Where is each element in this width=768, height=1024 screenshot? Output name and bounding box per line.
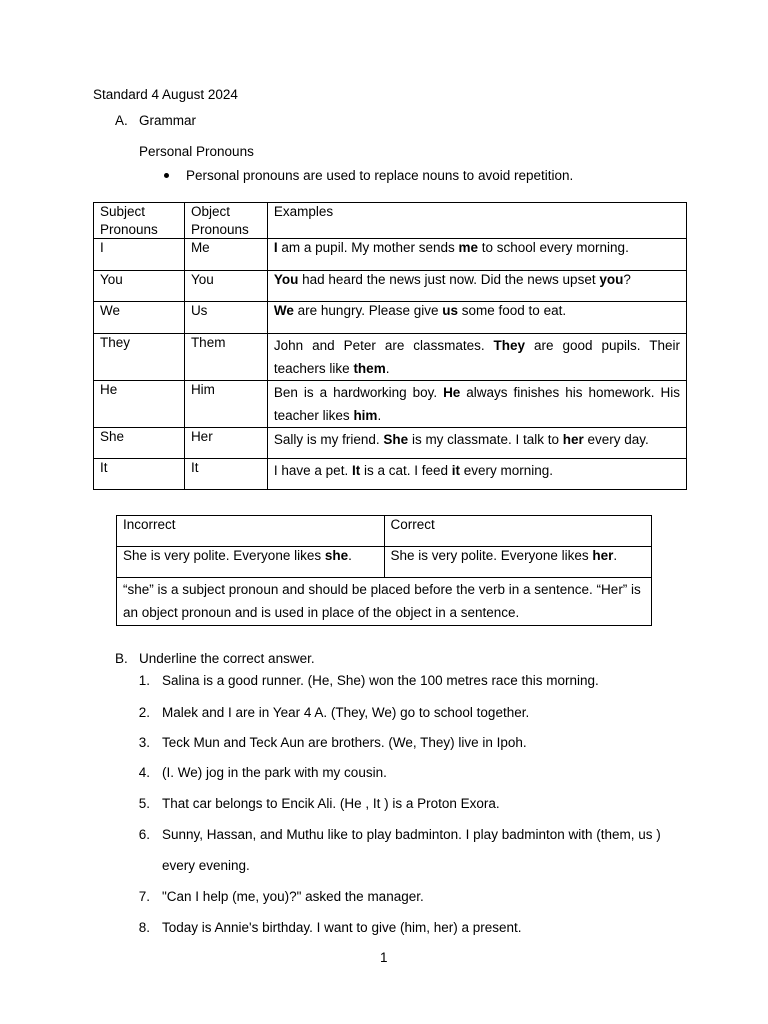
subject-pronoun-cell: She bbox=[94, 428, 185, 459]
object-pronoun-cell: Her bbox=[184, 428, 267, 459]
question-text: Malek and I are in Year 4 A. (They, We) go to school together. bbox=[162, 705, 530, 720]
pronoun-table-row bbox=[94, 381, 687, 428]
subject-pronoun-cell: They bbox=[94, 334, 185, 381]
pronoun-explanation: “she” is a subject pronoun and should be placed before the verb in a sentence. “Her” is an object pronoun and is used in place of the object in a sentence. bbox=[117, 578, 652, 626]
question-number: 7. bbox=[138, 889, 150, 904]
pronoun-table-row bbox=[94, 459, 687, 490]
subject-pronoun-cell: We bbox=[94, 302, 185, 334]
question-number: 8. bbox=[138, 920, 150, 935]
object-pronoun-cell: It bbox=[184, 459, 267, 490]
question-text: That car belongs to Encik Ali. (He , It ) is a Proton Exora. bbox=[162, 796, 500, 811]
incorrect-example: She is very polite. Everyone likes she. bbox=[117, 547, 385, 578]
object-pronoun-cell: Me bbox=[184, 239, 267, 271]
example-cell: We are hungry. Please give us some food to eat. bbox=[267, 302, 686, 334]
example-cell: I have a pet. It is a cat. I feed it every morning. bbox=[267, 459, 686, 490]
object-pronoun-cell: Them bbox=[184, 334, 267, 381]
pronoun-table bbox=[93, 202, 687, 490]
section-a-subtitle: Personal Pronouns bbox=[139, 144, 254, 159]
page-number: 1 bbox=[380, 950, 388, 965]
question-text: Salina is a good runner. (He, She) won the 100 metres race this morning. bbox=[162, 673, 599, 688]
question-number: 5. bbox=[138, 796, 150, 811]
question-text: every evening. bbox=[162, 858, 250, 873]
subject-pronoun-cell: It bbox=[94, 459, 185, 490]
example-cell: I am a pupil. My mother sends me to school every morning. bbox=[267, 239, 686, 271]
subject-pronoun-cell: I bbox=[94, 239, 185, 271]
object-pronoun-cell: Us bbox=[184, 302, 267, 334]
pronoun-table-header-row bbox=[94, 203, 687, 239]
pronoun-table-row bbox=[94, 271, 687, 302]
question-text: Today is Annie's birthday. I want to give (him, her) a present. bbox=[162, 920, 522, 935]
section-a-marker: A. bbox=[115, 113, 128, 128]
pronoun-table-row bbox=[94, 302, 687, 334]
question-text: (I. We) jog in the park with my cousin. bbox=[162, 765, 387, 780]
example-cell: John and Peter are classmates. They are good pupils. Their teachers like them. bbox=[267, 334, 686, 381]
section-a-bullet-text: Personal pronouns are used to replace nouns to avoid repetition. bbox=[186, 168, 574, 183]
question-text: Teck Mun and Teck Aun are brothers. (We, They) live in Ipoh. bbox=[162, 735, 527, 750]
object-pronoun-cell: Him bbox=[184, 381, 267, 428]
pronoun-table-row bbox=[94, 239, 687, 271]
object-pronoun-cell: You bbox=[184, 271, 267, 302]
question-text: "Can I help (me, you)?" asked the manager. bbox=[162, 889, 424, 904]
question-number: 2. bbox=[138, 705, 150, 720]
section-b-marker: B. bbox=[115, 651, 128, 666]
correction-table bbox=[116, 515, 652, 626]
subject-pronoun-cell: You bbox=[94, 271, 185, 302]
question-text: Sunny, Hassan, and Muthu like to play badminton. I play badminton with (them, us ) bbox=[162, 827, 661, 842]
question-number: 4. bbox=[138, 765, 150, 780]
pronoun-table-row bbox=[94, 334, 687, 381]
correct-example: She is very polite. Everyone likes her. bbox=[384, 547, 652, 578]
example-cell: Sally is my friend. She is my classmate. I talk to her every day. bbox=[267, 428, 686, 459]
question-number: 3. bbox=[138, 735, 150, 750]
section-b-title: Underline the correct answer. bbox=[139, 651, 315, 666]
header-object-pronouns: Object Pronouns bbox=[184, 203, 267, 239]
header-examples: Examples bbox=[267, 203, 686, 239]
correct-header: Correct bbox=[384, 516, 652, 547]
example-cell: Ben is a hardworking boy. He always finishes his homework. His teacher likes him. bbox=[267, 381, 686, 428]
pronoun-table-row bbox=[94, 428, 687, 459]
example-cell: You had heard the news just now. Did the news upset you? bbox=[267, 271, 686, 302]
question-number: 6. bbox=[138, 827, 150, 842]
document-date-title: Standard 4 August 2024 bbox=[93, 87, 238, 102]
incorrect-header: Incorrect bbox=[117, 516, 385, 547]
header-subject-pronouns: Subject Pronouns bbox=[94, 203, 185, 239]
subject-pronoun-cell: He bbox=[94, 381, 185, 428]
section-a-title: Grammar bbox=[139, 113, 196, 128]
question-number: 1. bbox=[138, 673, 150, 688]
bullet-icon bbox=[164, 173, 169, 178]
